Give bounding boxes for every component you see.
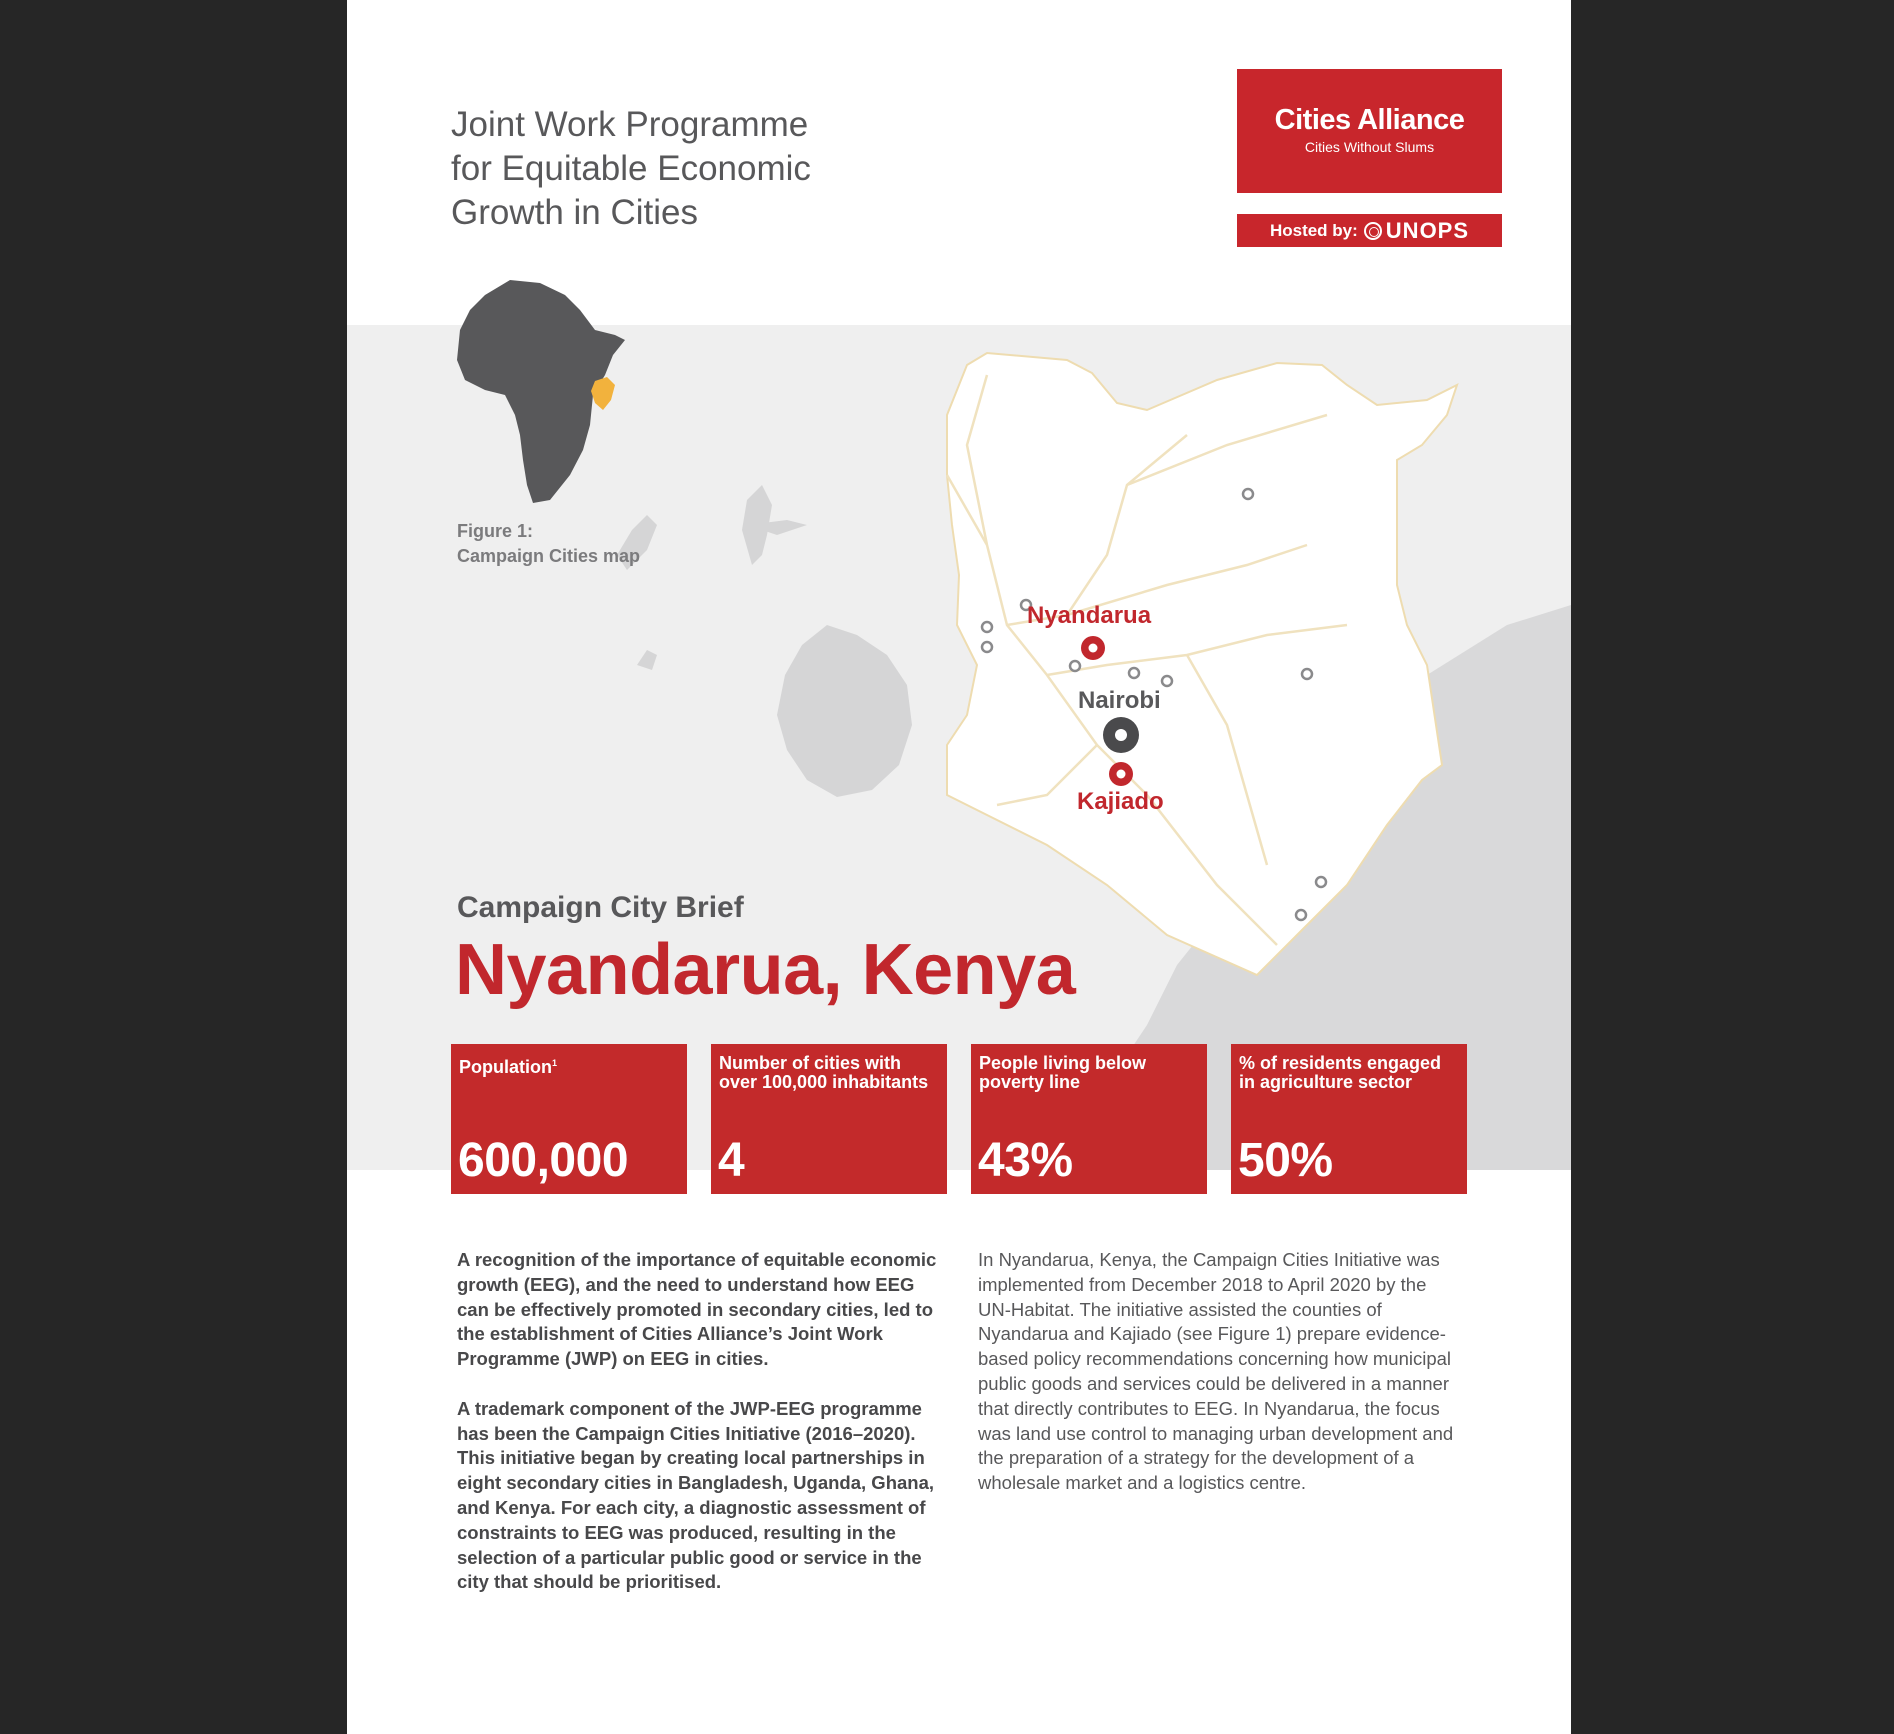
stat-label: Number of cities with over 100,000 inhabitants [719,1053,929,1092]
map-label-kajiado: Kajiado [1077,788,1164,815]
map-label-nairobi: Nairobi [1078,687,1161,714]
town-marker [1129,668,1139,678]
town-marker [1162,676,1172,686]
programme-title [451,103,931,235]
body-paragraph: In Nyandarua, Kenya, the Campaign Cities Initiative was implemented from December 2018 to April 2020 by the UN-Habitat. The initiative assisted the counties of Nyandarua and Kajiado (see Figure 1) prepare evidence-based policy recommendations concerning how municipal public goods and services could be delivered in a manner that directly contributes to EEG. In Nyandarua, the focus was land use control to managing urban development and the preparation of a strategy for the development of a wholesale market and a logistics centre. [978,1249,1454,1494]
hosted-by-label: Hosted by: [1269,220,1358,240]
logo-name: Cities Alliance [1274,104,1465,136]
nairobi-marker [1103,717,1139,753]
town-marker [1243,489,1253,499]
stat-population [451,1044,687,1194]
cities-alliance-logo [1237,69,1502,193]
figure-caption-title: Campaign Cities map [457,546,641,566]
town-marker [1070,661,1080,671]
lake-small-2 [637,650,657,670]
hosted-by-org: UNOPS [1385,217,1470,243]
stat-value: 43% [978,1134,1073,1187]
nyandarua-marker [1081,636,1105,660]
stat-value: 600,000 [458,1134,629,1187]
town-marker [1302,669,1312,679]
figure-caption-number: Figure 1: [457,521,534,541]
logo-tagline: Cities Without Slums [1304,139,1435,155]
figure-caption [457,519,640,569]
programme-title-line-2: for Equitable Economic [451,149,811,188]
stat-poverty [971,1044,1207,1194]
stat-value: 4 [718,1134,745,1187]
body-left-column [457,1248,947,1620]
stat-label: % of residents engaged in agriculture sector [1239,1053,1442,1092]
town-marker [1296,910,1306,920]
africa-inset-map [455,275,630,505]
document-page [347,0,1571,1734]
un-emblem-icon [1364,222,1382,240]
body-paragraph: A recognition of the importance of equitable economic growth (EEG), and the need to understand how EEG can be effectively promoted in secondary cities, led to the establishment of Cities Alliance’s Joint Work Programme (JWP) on EEG in cities. [457,1249,937,1370]
town-marker [1316,877,1326,887]
town-marker [982,622,992,632]
kajiado-marker [1109,762,1133,786]
stat-value: 50% [1238,1134,1333,1187]
footnote-marker: 1 [552,1058,558,1068]
stat-large-cities [711,1044,947,1194]
stat-agriculture [1231,1044,1467,1194]
lake-victoria [777,625,912,797]
body-paragraph: A trademark component of the JWP-EEG programme has been the Campaign Cities Initiative (2016–2020). This initiative began by creating local partnerships in eight secondary cities in Bangladesh, Uganda, Ghana, and Kenya. For each city, a diagnostic assessment of constraints to EEG was produced, resulting in the selection of a particular public good or service in the city that should be prioritised. [457,1397,935,1593]
programme-title-line-1: Joint Work Programme [451,105,809,144]
brief-title: Nyandarua, Kenya [455,930,1076,1010]
hosted-by-badge [1237,214,1502,247]
map-label-nyandarua: Nyandarua [1027,602,1152,629]
town-marker [982,642,992,652]
body-right-column [978,1248,1458,1521]
stat-label: People living below poverty line [979,1053,1147,1092]
programme-title-line-3: Growth in Cities [451,193,699,232]
brief-subtitle: Campaign City Brief [457,891,744,924]
stat-label: Population$^1$ [459,1057,558,1077]
